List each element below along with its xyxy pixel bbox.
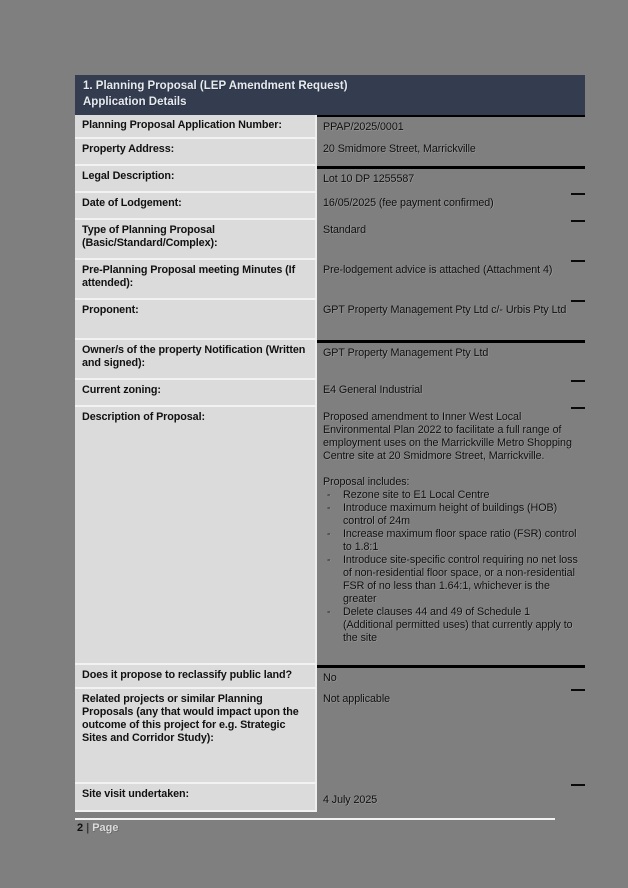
- proponent-value: GPT Property Management Pty Ltd c/- Urbis Pty Ltd: [317, 300, 585, 340]
- description-intro: Proposed amendment to Inner West Local Environmental Plan 2022 to facilitate a full range of employment uses on the Marrickville Metro Shopping Centre site at 20 Smidmore Street, Marrickville.: [323, 411, 572, 462]
- proposal-description-value: [317, 407, 585, 665]
- reclassify-public-land-value: No: [317, 665, 585, 689]
- bullet-text: Rezone site to E1 Local Centre: [343, 489, 490, 501]
- proponent-label: Proponent:: [75, 300, 317, 340]
- bullet-dash-icon: -: [327, 554, 331, 566]
- bullet-dash-icon: -: [327, 528, 331, 540]
- legal-description-value: Lot 10 DP 1255587: [317, 166, 585, 193]
- proposal-type-value: Standard: [317, 220, 585, 260]
- site-visit-value: 4 July 2025: [317, 784, 585, 812]
- bullet-dash-icon: -: [327, 606, 331, 618]
- current-zoning-label: Current zoning:: [75, 380, 317, 407]
- footer-separator: |: [86, 822, 90, 834]
- description-bullet: [323, 528, 579, 554]
- current-zoning-value: E4 General Industrial: [317, 380, 585, 407]
- owner-notification-value: GPT Property Management Pty Ltd: [317, 340, 585, 380]
- related-projects-value: Not applicable: [317, 689, 585, 784]
- bullet-dash-icon: -: [327, 502, 331, 514]
- description-bullet: [323, 554, 579, 606]
- owner-notification-label: Owner/s of the property Notification (Written and signed):: [75, 340, 317, 380]
- bullet-text: Introduce site-specific control requiring no net loss of non-residential floor space, or a non-residential FSR of no less than 1.64:1, whichever is the greater: [343, 554, 578, 605]
- pre-planning-minutes-label: Pre-Planning Proposal meeting Minutes (If attended):: [75, 260, 317, 300]
- application-number-value: PPAP/2025/0001: [317, 115, 585, 139]
- description-bullet: [323, 502, 579, 528]
- date-of-lodgement-label: Date of Lodgement:: [75, 193, 317, 220]
- description-includes-label: Proposal includes:: [323, 476, 410, 488]
- description-bullet: [323, 606, 579, 645]
- bullet-text: Increase maximum floor space ratio (FSR) control to 1.8:1: [343, 528, 577, 553]
- bullet-dash-icon: -: [327, 489, 331, 501]
- bullet-text: Delete clauses 44 and 49 of Schedule 1 (Additional permitted uses) that currently apply to the site: [343, 606, 573, 644]
- date-of-lodgement-value: 16/05/2025 (fee payment confirmed): [317, 193, 585, 220]
- table-header-line2: Application Details: [83, 95, 187, 108]
- reclassify-public-land-label: Does it propose to reclassify public land?: [75, 665, 317, 689]
- page-footer: [77, 822, 119, 834]
- legal-description-label: Legal Description:: [75, 166, 317, 193]
- table-header: [75, 75, 585, 115]
- property-address-label: Property Address:: [75, 139, 317, 166]
- property-address-value: 20 Smidmore Street, Marrickville: [317, 139, 585, 166]
- table-header-line1: 1. Planning Proposal (LEP Amendment Request): [83, 80, 348, 92]
- page-number: 2: [77, 822, 84, 834]
- proposal-type-label: Type of Planning Proposal (Basic/Standard/Complex):: [75, 220, 317, 260]
- footer-page-label: Page: [92, 822, 119, 834]
- related-projects-label: Related projects or similar Planning Proposals (any that would impact upon the outcome of this project for e.g. Strategic Sites and Corridor Study):: [75, 689, 317, 784]
- footer-divider: [75, 818, 555, 820]
- pre-planning-minutes-value: Pre-lodgement advice is attached (Attachment 4): [317, 260, 585, 300]
- description-spacer: [323, 463, 579, 476]
- description-bullet: [323, 489, 579, 502]
- bullet-text: Introduce maximum height of buildings (HOB) control of 24m: [343, 502, 558, 527]
- application-number-label: Planning Proposal Application Number:: [75, 115, 317, 139]
- planning-proposal-table: [75, 75, 585, 812]
- site-visit-label: Site visit undertaken:: [75, 784, 317, 812]
- proposal-description-label: Description of Proposal:: [75, 407, 317, 665]
